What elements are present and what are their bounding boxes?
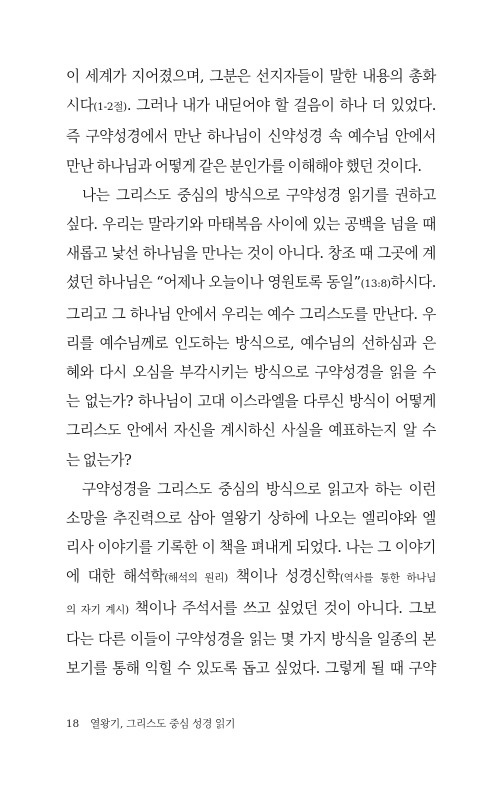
text-line [66,562,436,593]
text-segment: 다는 다른 이들이 구약성경을 읽는 몇 가지 방식을 일종의 본 [66,630,436,648]
text-segment: 즉 구약성경에서 만난 하나님이 신약성경 속 예수님 안에서 [66,128,436,146]
text-segment: 소망을 추진력으로 삼아 열왕기 상하에 나오는 엘리야와 엘 [66,510,436,528]
text-segment: 는 없는가? [66,451,132,469]
reference-note: (역사를 통한 하나님 [339,572,436,585]
text-segment: 책이나 성경신학 [227,568,340,586]
text-line [66,654,436,683]
text-line [66,358,436,387]
text-segment: 만난 하나님과 어떻게 같은 분인가를 이해해야 했던 것이다. [66,157,422,175]
text-segment: 혜와 다시 오심을 부각시키는 방식으로 구약성경을 읽을 수 [66,364,436,382]
text-line [66,594,436,625]
reference-note: 의 자기 계시) [66,603,129,616]
text-line [66,329,436,358]
text-segment: 새롭고 낯선 하나님을 만나는 것이 아니다. 창조 때 그곳에 계 [66,245,436,263]
page-body [66,62,436,683]
text-segment: 구약성경을 그리스도 중심의 방식으로 읽고자 하는 이런 [82,480,436,498]
text-segment: 하시다. [390,274,436,292]
text-line [66,91,436,122]
text-line [66,181,436,210]
text-segment: . 그러나 내가 내딛어야 할 걸음이 하나 더 있었다. [126,97,436,115]
text-segment: 보기를 통해 익힐 수 있도록 돕고 싶었다. 그렇게 될 때 구약 [66,660,436,678]
page-number: 18 [66,718,79,730]
paragraph [66,62,436,181]
text-segment: 이 세계가 지어졌으며, 그분은 선지자들이 말한 내용의 총화 [66,68,436,85]
text-segment: 리사 이야기를 기록한 이 책을 펴내게 되었다. 나는 그 이야기 [66,539,436,557]
paragraph [66,475,436,683]
text-line [66,62,436,91]
text-line [66,625,436,654]
text-segment: 에 대한 해석학 [66,568,165,586]
text-line [66,475,436,504]
page-footer [66,716,235,731]
text-line [66,210,436,239]
text-line [66,387,436,416]
text-segment: 그리스도 안에서 자신을 계시하신 사실을 예표하는지 알 수 [66,422,436,440]
text-segment: 그리고 그 하나님 안에서 우리는 예수 그리스도를 만난다. 우 [66,305,436,323]
text-segment: 는 없는가? 하나님이 고대 이스라엘을 다루신 방식이 어떻게 [66,393,436,411]
text-segment: 책이나 주석서를 쓰고 싶었던 것이 아니다. 그보 [128,599,436,617]
text-segment: 셨던 하나님은 “어제나 오늘이나 영원토록 동일” [66,274,361,292]
reference-note: (13:8) [360,278,391,291]
text-line [66,239,436,268]
text-line [66,446,436,475]
text-flow [66,62,436,683]
text-segment: 나는 그리스도 중심의 방식으로 구약성경 읽기를 권하고 [82,186,436,204]
text-line [66,152,436,181]
running-title: 열왕기, 그리스도 중심 성경 읽기 [90,718,236,730]
reference-note: (1-2절) [93,101,127,114]
text-line [66,533,436,562]
paragraph [66,181,436,475]
text-line [66,300,436,329]
text-line [66,504,436,533]
text-segment: 리를 예수님께로 인도하는 방식으로, 예수님의 선하심과 은 [66,334,436,352]
text-segment: 시다 [66,97,94,115]
text-line [66,268,436,299]
reference-note: (해석의 원리) [164,572,228,585]
text-segment: 싶다. 우리는 말라기와 마태복음 사이에 있는 공백을 넘을 때 [66,216,436,234]
text-line [66,416,436,445]
text-line [66,122,436,151]
